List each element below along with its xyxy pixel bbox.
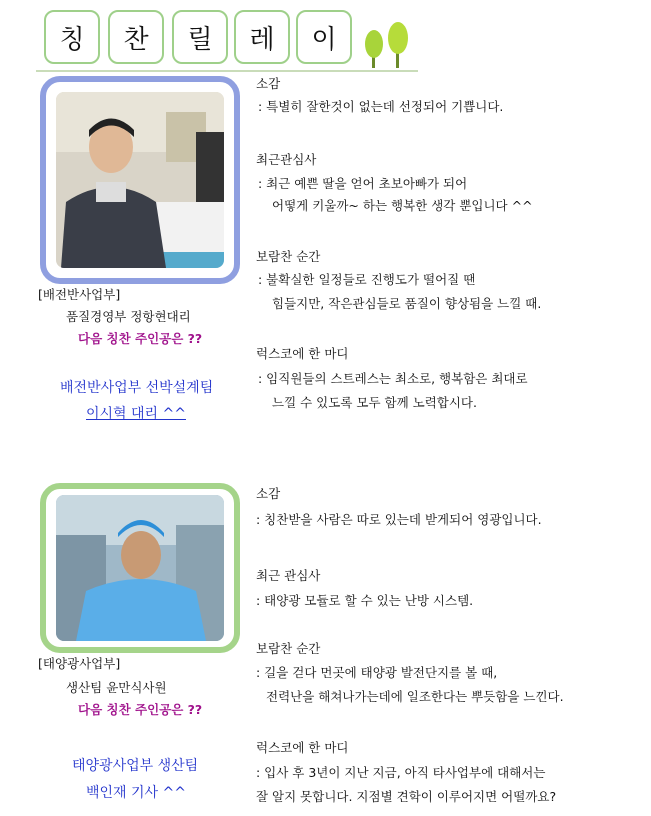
p1-line-2-1: : 최근 예쁜 딸을 얻어 초보아빠가 되어 (258, 176, 468, 191)
p2-line-4-2: 잘 알지 못합니다. 지점별 견학이 이루어지면 어떨까요? (256, 789, 557, 804)
p2-heading-1: 소감 (256, 486, 281, 501)
person1-name: 품질경영부 정항현대리 (66, 309, 191, 324)
p1-line-3-2: 힘들지만, 작은관심들로 품질이 향상됨을 느낄 때. (272, 296, 542, 311)
person2-next-person: 백인재 기사 ^^ (86, 785, 186, 801)
p2-line-1-1: : 칭찬받을 사람은 따로 있는데 받게되어 영광입니다. (256, 512, 542, 527)
person1-next-label: 다음 칭찬 주인공은 ?? (78, 331, 203, 346)
p1-line-4-2: 느낄 수 있도록 모두 함께 노력합시다. (272, 395, 477, 410)
person2-next-label: 다음 칭찬 주인공은 ?? (78, 702, 203, 717)
p2-heading-2: 최근 관심사 (256, 568, 321, 583)
person2-name: 생산팀 윤만식사원 (66, 680, 167, 695)
p1-heading-2: 최근관심사 (256, 152, 317, 167)
person1-next-person: 이시혁 대리 ^^ (86, 406, 186, 422)
trees-icon (360, 20, 416, 70)
title-char-3: 릴 (172, 10, 228, 64)
person2-dept: [태양광사업부] (38, 656, 121, 671)
person1-photo (56, 92, 224, 268)
p2-line-3-1: : 길을 걷다 먼곳에 태양광 발전단지를 볼 때, (256, 665, 498, 680)
p2-heading-4: 럭스코에 한 마디 (256, 740, 349, 755)
person2-photo (56, 495, 224, 641)
p1-line-4-1: : 임직원들의 스트레스는 최소로, 행복함은 최대로 (258, 371, 528, 386)
title-char-5: 이 (296, 10, 352, 64)
p1-line-2-2: 어떻게 키울까~ 하는 행복한 생각 뿐입니다 ^^ (272, 198, 533, 213)
title-underline (36, 70, 418, 72)
person2-next-team: 태양광사업부 생산팀 (72, 758, 199, 774)
title-char-2: 찬 (108, 10, 164, 64)
p1-heading-3: 보람찬 순간 (256, 249, 321, 264)
p1-line-3-1: : 불확실한 일정들로 진행도가 떨어질 땐 (258, 272, 476, 287)
p1-line-1-1: : 특별히 잘한것이 없는데 선정되어 기쁩니다. (258, 99, 504, 114)
p1-heading-4: 럭스코에 한 마디 (256, 346, 349, 361)
p2-line-2-1: : 태양광 모듈로 할 수 있는 난방 시스템. (256, 593, 474, 608)
p2-heading-3: 보람찬 순간 (256, 641, 321, 656)
p2-line-4-1: : 입사 후 3년이 지난 지금, 아직 타사업부에 대해서는 (256, 765, 546, 780)
title-char-4: 레 (234, 10, 290, 64)
person1-next-team: 배전반사업부 선박설계팀 (60, 380, 214, 396)
p1-heading-1: 소감 (256, 76, 281, 91)
title-char-1: 칭 (44, 10, 100, 64)
person1-dept: [배전반사업부] (38, 287, 121, 302)
p2-line-3-2: 전력난을 해쳐나가는데에 일조한다는 뿌듯함을 느낀다. (266, 689, 564, 704)
